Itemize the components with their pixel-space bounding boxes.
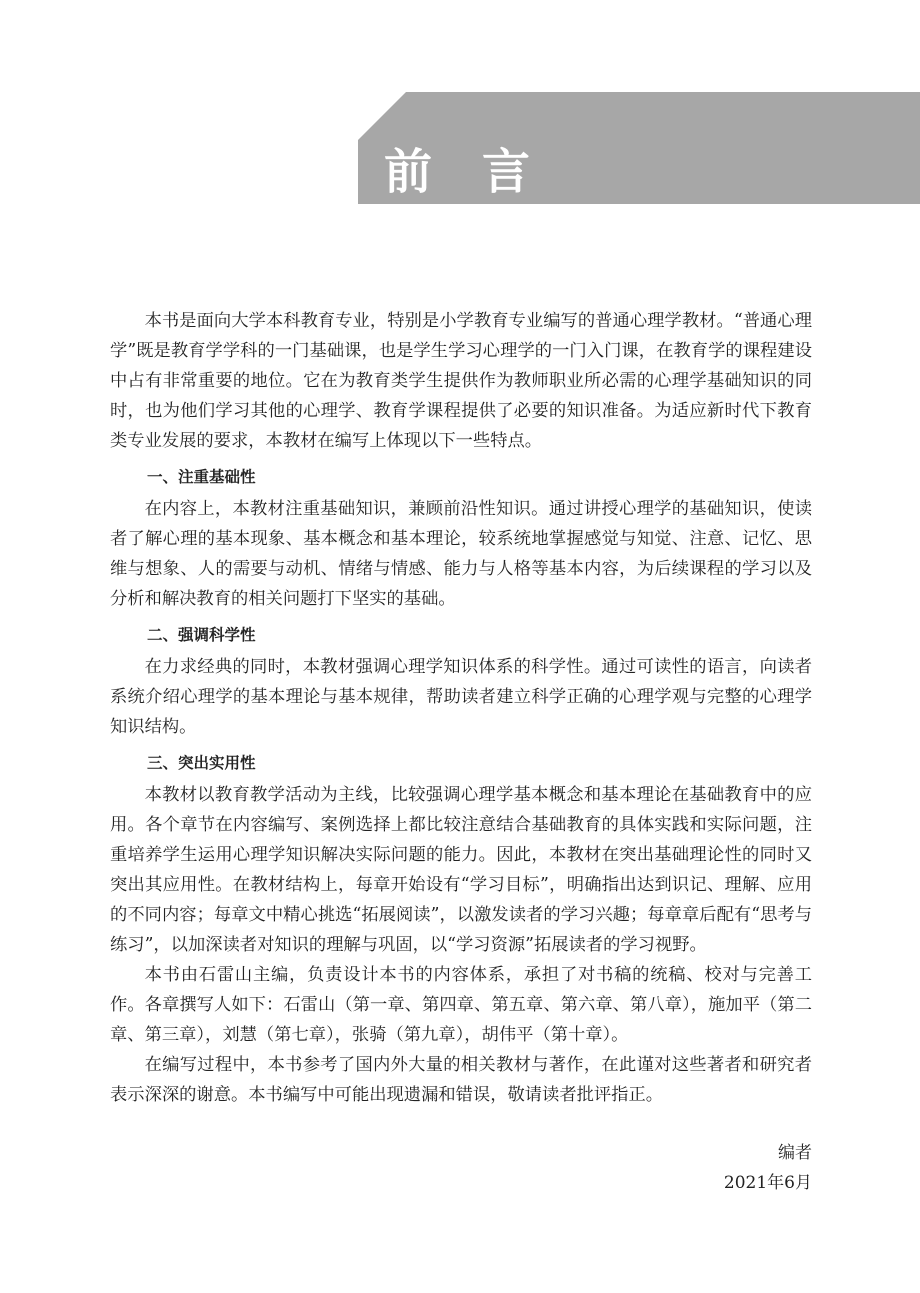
section-paragraph: 在力求经典的同时，本教材强调心理学知识体系的科学性。通过可读性的语言，向读者系统介绍心理学的基本理论与基本规律，帮助读者建立科学正确的心理学观与完整的心理学知识结构。 <box>110 657 812 737</box>
signature-date: 2021年6月 <box>723 1173 812 1193</box>
section-heading: 三、突出实用性 <box>147 754 256 772</box>
thanks-paragraph: 在编写过程中，本书参考了国内外大量的相关教材与著作，在此谨对这些著者和研究者表示深深的谢意。本书编写中可能出现遗漏和错误，敬请读者批评指正。 <box>110 1055 812 1105</box>
signature-author: 编者 <box>778 1143 812 1163</box>
authors-paragraph: 本书由石雷山主编，负责设计本书的内容体系，承担了对书稿的统稿、校对与完善工作。各章撰写人如下：石雷山（第一章、第四章、第五章、第六章、第八章），施加平（第二章、第三章），刘慧（第七章），张骑（第九章），胡伟平（第十章）。 <box>110 965 812 1045</box>
section-heading: 二、强调科学性 <box>147 626 256 644</box>
intro-paragraph: 本书是面向大学本科教育专业，特别是小学教育专业编写的普通心理学教材。“普通心理学”既是教育学学科的一门基础课，也是学生学习心理学的一门入门课，在教育学的课程建设中占有非常重要的地位。它在为教育类学生提供作为教师职业所必需的心理学基础知识的同时，也为他们学习其他的心理学、教育学课程提供了必要的知识准备。为适应新时代下教育类专业发展的要求，本教材在编写上体现以下一些特点。 <box>110 311 812 451</box>
section-paragraph: 在内容上，本教材注重基础知识，兼顾前沿性知识。通过讲授心理学的基础知识，使读者了解心理的基本现象、基本概念和基本理论，较系统地掌握感觉与知觉、注意、记忆、思维与想象、人的需要与动机、情绪与情感、能力与人格等基本内容，为后续课程的学习以及分析和解决教育的相关问题打下坚实的基础。 <box>110 499 812 609</box>
preface-body <box>110 306 812 1198</box>
signature-block <box>110 1138 812 1198</box>
section-heading: 一、注重基础性 <box>147 468 256 486</box>
section-paragraph: 本教材以教育教学活动为主线，比较强调心理学基本概念和基本理论在基础教育中的应用。各个章节在内容编写、案例选择上都比较注意结合基础教育的具体实践和实际问题，注重培养学生运用心理学知识解决实际问题的能力。因此，本教材在突出基础理论性的同时又突出其应用性。在教材结构上，每章开始设有“学习目标”，明确指出达到识记、理解、应用的不同内容；每章文中精心挑选“拓展阅读”，以激发读者的学习兴趣；每章章后配有“思考与练习”，以加深读者对知识的理解与巩固，以“学习资源”拓展读者的学习视野。 <box>110 785 812 955</box>
page-title: 前言 <box>384 144 581 200</box>
